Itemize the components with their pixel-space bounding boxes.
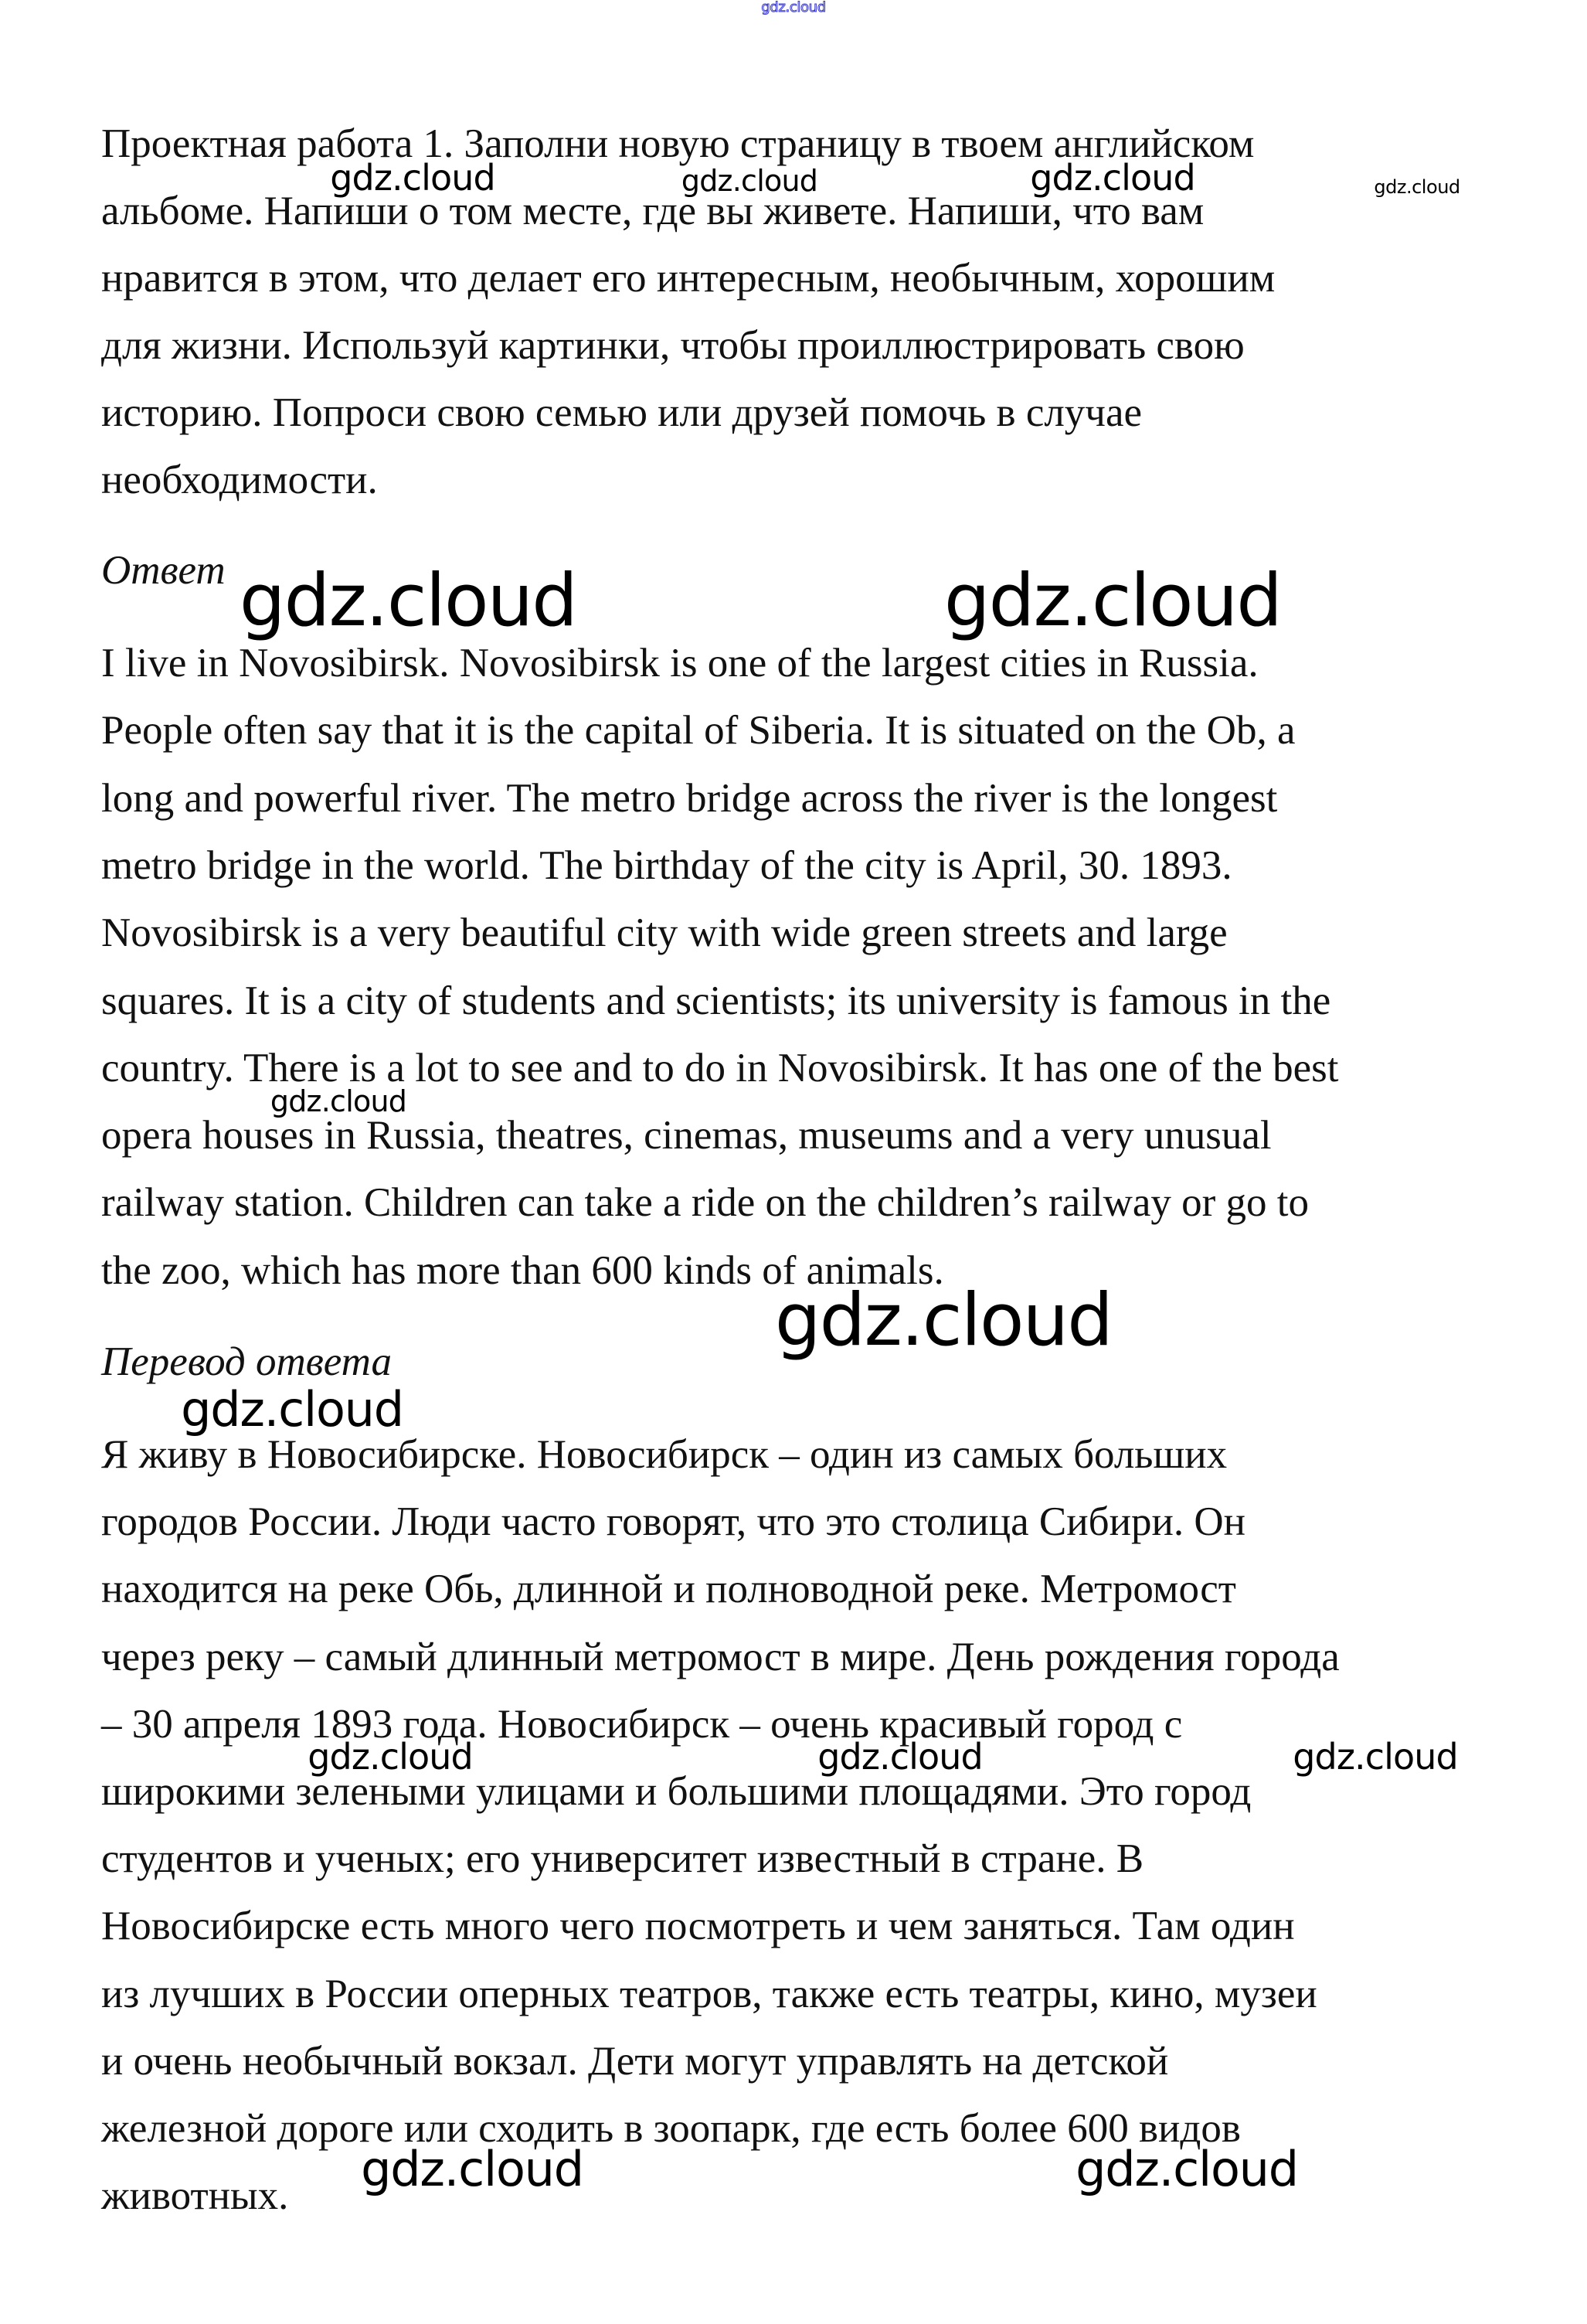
answer-line: railway station. Children can take a ride on the children’s railway or go to [101, 1180, 1310, 1226]
translation-line: студентов и ученых; его университет известный в стране. В [101, 1836, 1144, 1882]
watermark: gdz.cloud [181, 1381, 403, 1438]
task-line: нравится в этом, что делает его интересным, необычным, хорошим [101, 256, 1276, 301]
answer-line: I live in Novosibirsk. Novosibirsk is one of the largest cities in Russia. [101, 641, 1259, 686]
task-line: необходимости. [101, 458, 378, 502]
watermark: gdz.cloud [1293, 1736, 1458, 1778]
answer-line: People often say that it is the capital of Siberia. It is situated on the Ob, a [101, 708, 1296, 754]
watermark: gdz.cloud [308, 1736, 473, 1778]
translation-line: Я живу в Новосибирске. Новосибирск – один из самых больших [101, 1432, 1228, 1477]
translation-line: городов России. Люди часто говорят, что это столица Сибири. Он [101, 1499, 1245, 1545]
translation-line: железной дороге или сходить в зоопарк, где есть более 600 видов [101, 2106, 1241, 2151]
translation-line: из лучших в России оперных театров, также есть театры, кино, музеи [101, 1971, 1317, 2016]
answer-line: metro bridge in the world. The birthday of the city is April, 30. 1893. [101, 842, 1232, 888]
answer-line: long and powerful river. The metro bridge across the river is the longest [101, 775, 1278, 821]
watermark: gdz.cloud [270, 1084, 407, 1118]
translation-line: – 30 апреля 1893 года. Новосибирск – очень красивый город с [101, 1701, 1183, 1747]
translation-line: через реку – самый длинный метромост в мире. День рождения города [101, 1634, 1340, 1679]
watermark: gdz.cloud [774, 1278, 1113, 1363]
answer-line: Novosibirsk is a very beautiful city with wide green streets and large [101, 910, 1228, 956]
translation-line: широкими зелеными улицами и большими площадями. Это город [101, 1769, 1252, 1814]
answer-heading: Ответ [101, 548, 226, 593]
answer-line: squares. It is a city of students and scientists; its university is famous in the [101, 978, 1331, 1023]
watermark: gdz.cloud [1374, 176, 1460, 198]
watermark: gdz.cloud [681, 164, 818, 198]
translation-line: и очень необычный вокзал. Дети могут управлять на детской [101, 2038, 1169, 2084]
answer-line: the zoo, which has more than 600 kinds of animals. [101, 1247, 944, 1293]
task-line: для жизни. Используй картинки, чтобы проиллюстрировать свою [101, 323, 1245, 368]
answer-line: country. There is a lot to see and to do in Novosibirsk. It has one of the best [101, 1045, 1339, 1091]
watermark: gdz.cloud [761, 0, 826, 15]
translation-line: животных. [101, 2173, 289, 2219]
answer-line: opera houses in Russia, theatres, cinemas, museums and a very unusual [101, 1113, 1272, 1159]
watermark: gdz.cloud [1076, 2141, 1298, 2197]
translation-line: Новосибирске есть много чего посмотреть и чем заняться. Там один [101, 1904, 1295, 1949]
watermark: gdz.cloud [1030, 157, 1195, 199]
translation-heading: Перевод ответа [101, 1339, 393, 1384]
watermark: gdz.cloud [943, 559, 1282, 643]
watermark: gdz.cloud [330, 157, 495, 199]
watermark: gdz.cloud [239, 559, 577, 643]
task-line: историю. Попроси свою семью или друзей помочь в случае [101, 390, 1142, 435]
task-line: альбоме. Напиши о том месте, где вы живете. Напиши, что вам [101, 189, 1205, 233]
watermark: gdz.cloud [361, 2141, 583, 2197]
task-line: Проектная работа 1. Заполни новую страницу в твоем английском [101, 121, 1255, 166]
watermark: gdz.cloud [817, 1736, 983, 1778]
translation-line: находится на реке Обь, длинной и полноводной реке. Метромост [101, 1567, 1236, 1612]
